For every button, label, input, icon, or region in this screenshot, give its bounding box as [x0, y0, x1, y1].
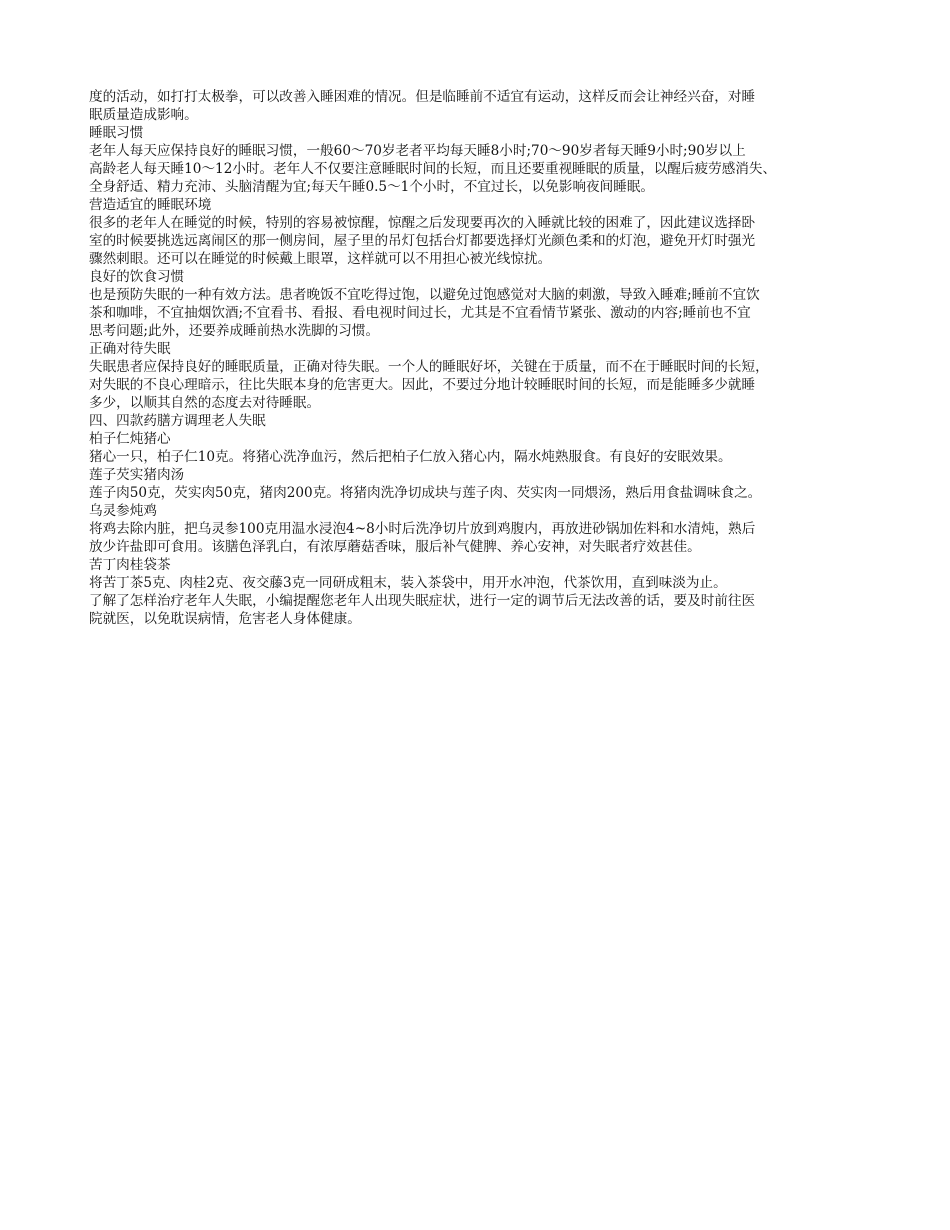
text-line: 院就医，以免耽误病情，危害老人身体健康。	[89, 611, 361, 627]
paragraph	[89, 142, 879, 196]
paragraph	[89, 286, 879, 340]
text-line: 失眠患者应保持良好的睡眠质量，正确对待失眠。一个人的睡眠好坏，关键在于质量，而不在于睡眠时间的长短，	[89, 359, 769, 375]
text-line: 对失眠的不良心理暗示，往比失眠本身的危害更大。因此，不要过分地计较睡眠时间的长短，而是能睡多少就睡	[89, 377, 756, 393]
text-line: 茶和咖啡，不宜抽烟饮酒;不宜看书、看报、看电视时间过长，尤其是不宜看情节紧张、激动的内容;睡前也不宜	[89, 305, 751, 321]
paragraph	[89, 448, 879, 466]
text-line: 莲子肉50克，芡实肉50克，猪肉200克。将猪肉洗净切成块与莲子肉、芡实肉一同煨汤，熟后用食盐调味食之。	[89, 485, 762, 501]
text-line: 思考问题;此外，还要养成睡前热水洗脚的习惯。	[89, 323, 380, 339]
text-line: 很多的老年人在睡觉的时候，特别的容易被惊醒，惊醒之后发现要再次的入睡就比较的困难了，因此建议选择卧	[89, 215, 756, 231]
text-line: 度的活动，如打打太极拳，可以改善入睡困难的情况。但是临睡前不适宜有运动，这样反而会让神经兴奋，对睡	[89, 89, 756, 105]
text-line: 骤然刺眼。还可以在睡觉的时候戴上眼罩，这样就可以不用担心被光线惊扰。	[89, 251, 552, 267]
paragraph	[89, 88, 879, 124]
text-line: 多少，以顺其自然的态度去对待睡眠。	[89, 395, 321, 411]
section-heading: 营造适宜的睡眠环境	[89, 197, 212, 213]
section-heading: 乌灵参炖鸡	[89, 503, 157, 519]
text-line: 老年人每天应保持良好的睡眠习惯，一般60～70岁老者平均每天睡8小时;70～90岁者每天睡9小时;90岁以上	[89, 143, 746, 159]
document-content	[89, 88, 879, 628]
section-heading: 莲子芡实猪肉汤	[89, 467, 185, 483]
text-line: 放少许盐即可食用。该膳色泽乳白，有浓厚蘑菇香味，服后补气健脾、养心安神，对失眠者疗效甚佳。	[89, 539, 701, 555]
paragraph	[89, 214, 879, 268]
text-line: 猪心一只，柏子仁10克。将猪心洗净血污，然后把柏子仁放入猪心内，隔水炖熟服食。有良好的安眠效果。	[89, 449, 732, 465]
section-heading: 四、四款药膳方调理老人失眠	[89, 413, 266, 429]
document-body	[89, 88, 879, 628]
paragraph	[89, 592, 879, 628]
text-line: 将鸡去除内脏，把乌灵参100克用温水浸泡4~8小时后洗净切片放到鸡腹内，再放进砂锅加佐料和水清炖，熟后	[89, 521, 756, 537]
section-heading: 苦丁肉桂袋茶	[89, 557, 171, 573]
text-line: 全身舒适、精力充沛、头脑清醒为宜;每天午睡0.5～1个小时，不宜过长，以免影响夜间睡眠。	[89, 179, 655, 195]
text-line: 将苦丁茶5克、肉桂2克、夜交藤3克一同研成粗末，装入茶袋中，用开水冲泡，代茶饮用，直到味淡为止。	[89, 575, 727, 591]
section-heading: 良好的饮食习惯	[89, 269, 185, 285]
text-line: 了解了怎样治疗老年人失眠，小编提醒您老年人出现失眠症状，进行一定的调节后无法改善的话，要及时前往医	[89, 593, 756, 609]
text-line: 高龄老人每天睡10～12小时。老年人不仅要注意睡眠时间的长短，而且还要重视睡眠的质量，以醒后疲劳感消失、	[89, 161, 777, 177]
paragraph	[89, 358, 879, 412]
section-heading: 睡眠习惯	[89, 125, 144, 141]
text-line: 眠质量造成影响。	[89, 107, 198, 123]
text-line: 也是预防失眠的一种有效方法。患者晚饭不宜吃得过饱，以避免过饱感觉对大脑的刺激，导致入睡难;睡前不宜饮	[89, 287, 760, 303]
text-line: 室的时候要挑选远离闹区的那一侧房间，屋子里的吊灯包括台灯都要选择灯光颜色柔和的灯泡，避免开灯时强光	[89, 233, 756, 249]
section-heading: 柏子仁炖猪心	[89, 431, 171, 447]
paragraph	[89, 484, 879, 502]
section-heading: 正确对待失眠	[89, 341, 171, 357]
paragraph	[89, 574, 879, 592]
paragraph	[89, 520, 879, 556]
